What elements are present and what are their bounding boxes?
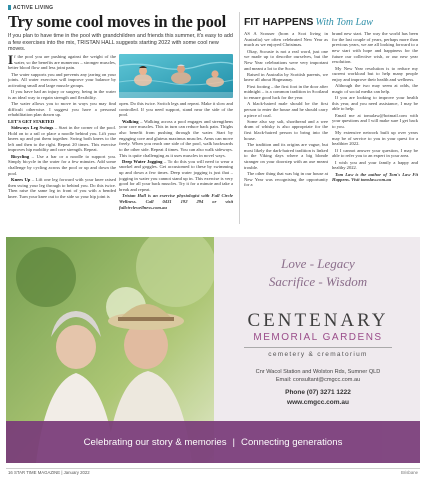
ad-brand-subname: MEMORIAL GARDENS <box>253 332 383 343</box>
pool-photo-image <box>119 54 233 98</box>
fit-para: If you are looking to improve your health this year, and you need assistance, I may be able to help. <box>332 95 418 112</box>
ad-email[interactable]: Email: consultant@cmgcc.com.au <box>275 376 361 383</box>
fit-para: My New Year resolution is to reduce my current workload but to help many people enjoy and improve their health and wellness. <box>332 65 418 82</box>
fit-para: My extensive network built up over years may be of service to you in your quest for a healthier 2022. <box>332 130 418 147</box>
fit-para: Email me at tomalaw@hotmail.com with your questions and I will make sure I get back to you. <box>332 112 418 129</box>
page-footer-region: Brisbane <box>401 470 418 475</box>
column-divider <box>239 12 240 224</box>
article-standfirst: If you plan to have time in the pool with grandchildren and friends this summer, it's easy to add a few exercises into the mix, TRISTAN HALL suggests starting 2022 with some cool new moves. <box>8 33 233 53</box>
section-label: ACTIVE LIVING <box>13 5 54 11</box>
column-title: FIT HAPPENS With Tom Law <box>244 16 373 28</box>
fit-para: AS A Scouser (born a Scot living in Australia) we often celebrated New Year as much as we enjoyed Christmas. <box>244 31 328 48</box>
ad-tagline: Love - Legacy Sacrifice - Wisdom <box>268 256 368 289</box>
section-bar <box>8 5 11 10</box>
cemetery-advertisement <box>6 237 420 463</box>
drop-cap: I <box>8 54 14 67</box>
article-para: open. Do this twice. Switch legs and repeat. Make it slow and controlled. If you need support, stand near the side of the pool. <box>119 101 233 118</box>
fit-para: brand new start. The way the world has been for the last couple of years, perhaps more than previous years, we are all looking forward to a new start with hope and happiness for the future our collective wish, or our new year resolution. <box>332 31 418 65</box>
exercise-sideways: Sideways Leg Swings – Start in the corner of the pool. Hold on to a rail or place a noodle behind you. Lift your knees up and put them together. Swing both knees to the left and then to the right. Repeat 20 times. This exercise improves hip mobility and core strength. Repeat. <box>8 124 116 153</box>
ad-website[interactable]: www.cmgcc.com.au <box>287 399 349 406</box>
ad-banner-right: Connecting generations <box>241 436 343 448</box>
fit-para: The other thing that was big in our house at New Year was recognising the opportunity for a <box>244 170 328 188</box>
article-para: If you have had an injury or surgery, being in the water is an ideal way to regain strength and flexibility. <box>8 89 116 100</box>
article-para: If the pool you are pushing against the weight of the water, so the benefits are numerous – stronger muscles, better blood flow and less joint pain. <box>8 54 116 71</box>
article-credit: Tristan Hall is an exercise physiologist with Full Circle Wellness. Call 0431 192 294 or visit fullcirclewellness.com.au <box>119 193 233 210</box>
article-para: The water supports you and prevents any jarring on your joints. All water exercises will improve your balance by activating small and large muscle groups. <box>8 71 116 88</box>
ad-banner <box>6 421 420 463</box>
ad-address: Cnr Wacol Station and Wolston Rds, Sumner QLD <box>255 369 381 375</box>
article-column-2 <box>119 101 233 226</box>
ad-banner-left: Celebrating our story & memories <box>83 436 227 448</box>
ad-divider <box>244 347 392 348</box>
article-para: The water allows you to move in ways you may find difficult otherwise. I suggest you have a personal rehabilitation plan drawn up. <box>8 101 116 118</box>
column-author: With Tom Law <box>315 17 373 28</box>
fit-para: Okay, Scousie is not a real word, just one we made up to describe ourselves, but the New Year celebrations were very important and meant a lot to the Scots. <box>244 48 328 71</box>
ad-phone[interactable]: Phone (07) 3271 1222 <box>285 389 351 396</box>
fit-para: I wish you and your family a happy and healthy 2022. <box>332 159 418 171</box>
fit-para: A black-haired male should be the first person to enter the house and he should carry a piece of coal. <box>244 101 328 118</box>
exercise-walking: Walking – Walking across a pool engages and strengthens your core muscles. This in turn can reduce back pain. Thighs also benefit from pushing through the water. Start by engaging core and gluteus maximus muscles. Arms can move freely. When you reach one side of the pool, walk backwards to the other side. Repeat 4 times. You can also walk sideways. This is quite challenging as it uses muscles in novel ways. <box>119 118 233 158</box>
ad-brand-name: CENTENARY <box>247 310 389 331</box>
ad-phone-block <box>216 388 420 408</box>
fit-para: If I cannot answer your question, I may be able to refer you to an expert in your area. <box>332 147 418 159</box>
article-headline: Try some cool moves in the pool <box>8 12 227 31</box>
fit-bio: Tom Law is the author of Tom's Law Fit Happens. Visit tomslaw.com.au <box>332 171 418 183</box>
ad-banner-separator: | <box>232 436 236 448</box>
page-footer: 16 STAR TIME MAGAZINE | January 2022 <box>8 470 90 475</box>
fit-para: First footing – the first foot in the door after midnight – is a common tradition in Scotland to ensure good luck for the year. <box>244 83 328 100</box>
exercise-bicycling: Bicycling – Use a bar or a noodle to support you. Simply bicycle in the water for a few minutes. Add some challenge by cycling across the pool or up and down the pool. <box>8 153 116 176</box>
pool-photo <box>119 54 233 98</box>
exercise-deep-water: Deep Water Jogging – To do this you will need to wear a snorkel and goggles. Get accustomed to these by swimming up and down a few times. Deep water jogging is just that – jogging in water you cannot stand up in. This exercise is very good for all your back muscles. Try it for a minute and take a break and repeat. <box>119 158 233 193</box>
exercise-knees-up: Knees Up – Lift one leg forward with your knee raised then swing your leg through to behind you. Do this twice. Then raise the same leg in front of you with a bended knee. Turn your knee out to the side so your hip joint is <box>8 176 116 199</box>
fit-para: Raised in Australia by Scottish parents, we knew all about Hogmanay. <box>244 71 328 83</box>
fit-column-2 <box>332 31 418 226</box>
section-tag <box>8 5 53 11</box>
ad-brand-descriptor: cemetery & crematorium <box>268 351 368 358</box>
subhead-lets-get-started: LET'S GET STARTED <box>8 118 55 124</box>
ad-contact <box>216 369 420 384</box>
fit-para: Although the two may seem at odds, the magic of social media can help. <box>332 83 418 94</box>
footer-divider <box>6 468 420 469</box>
fit-para: Some also say salt, shortbread and a wee dram of whisky is also appropriate for the first black-haired person to bring into the house. <box>244 118 328 141</box>
fit-para: The tradition and its origins are vague, but most likely the dark-haired tradition is linked to the Viking days where a big blonde stranger on your doorstep with an axe meant trouble. <box>244 142 328 170</box>
fit-column-1 <box>244 31 328 226</box>
article-column-1 <box>8 54 116 226</box>
